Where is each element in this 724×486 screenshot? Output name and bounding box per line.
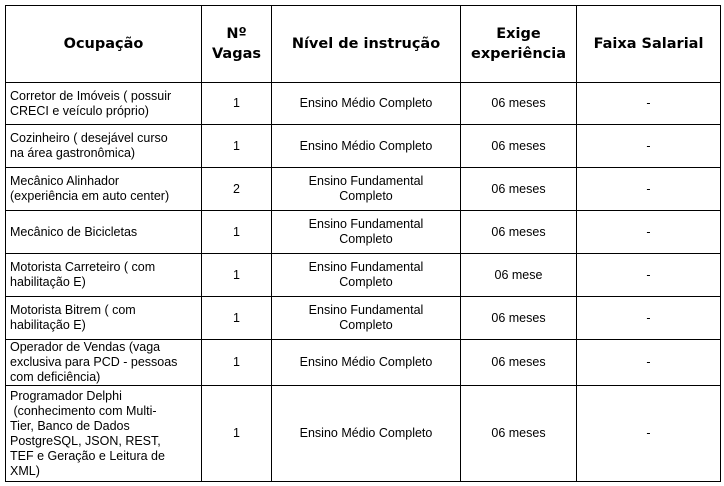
header-ocupacao: Ocupação xyxy=(6,6,202,83)
table-row xyxy=(6,254,721,297)
cell-vagas: 1 xyxy=(202,340,272,386)
cell-ocupacao: Cozinheiro ( desejável curso na área gastronômica) xyxy=(6,125,202,168)
cell-nivel: Ensino Fundamental Completo xyxy=(272,211,461,254)
cell-vagas: 1 xyxy=(202,254,272,297)
cell-salario: - xyxy=(577,254,721,297)
cell-ocupacao: Mecânico Alinhador (experiência em auto center) xyxy=(6,168,202,211)
header-vagas: Nº Vagas xyxy=(202,6,272,83)
cell-experiencia: 06 meses xyxy=(461,168,577,211)
table-row xyxy=(6,83,721,125)
cell-nivel: Ensino Fundamental Completo xyxy=(272,297,461,340)
cell-experiencia: 06 meses xyxy=(461,211,577,254)
table-row xyxy=(6,168,721,211)
cell-nivel: Ensino Médio Completo xyxy=(272,340,461,386)
cell-ocupacao: Corretor de Imóveis ( possuir CRECI e veículo próprio) xyxy=(6,83,202,125)
table-row xyxy=(6,340,721,386)
cell-nivel: Ensino Fundamental Completo xyxy=(272,168,461,211)
cell-salario: - xyxy=(577,340,721,386)
cell-salario: - xyxy=(577,211,721,254)
table-row xyxy=(6,297,721,340)
header-faixa-salarial: Faixa Salarial xyxy=(577,6,721,83)
cell-ocupacao: Operador de Vendas (vaga exclusiva para PCD - pessoas com deficiência) xyxy=(6,340,202,386)
cell-experiencia: 06 meses xyxy=(461,297,577,340)
header-nivel-instrucao: Nível de instrução xyxy=(272,6,461,83)
cell-experiencia: 06 meses xyxy=(461,386,577,482)
cell-ocupacao: Mecânico de Bicicletas xyxy=(6,211,202,254)
cell-nivel: Ensino Fundamental Completo xyxy=(272,254,461,297)
cell-experiencia: 06 mese xyxy=(461,254,577,297)
cell-salario: - xyxy=(577,297,721,340)
table-row xyxy=(6,386,721,482)
cell-experiencia: 06 meses xyxy=(461,125,577,168)
cell-vagas: 2 xyxy=(202,168,272,211)
cell-salario: - xyxy=(577,83,721,125)
cell-vagas: 1 xyxy=(202,83,272,125)
cell-nivel: Ensino Médio Completo xyxy=(272,386,461,482)
cell-experiencia: 06 meses xyxy=(461,340,577,386)
cell-experiencia: 06 meses xyxy=(461,83,577,125)
cell-vagas: 1 xyxy=(202,211,272,254)
header-row xyxy=(6,6,721,83)
cell-vagas: 1 xyxy=(202,125,272,168)
cell-salario: - xyxy=(577,386,721,482)
cell-vagas: 1 xyxy=(202,386,272,482)
table-row xyxy=(6,211,721,254)
table-row xyxy=(6,125,721,168)
cell-salario: - xyxy=(577,168,721,211)
job-vacancies-table xyxy=(5,5,721,482)
cell-ocupacao: Motorista Bitrem ( com habilitação E) xyxy=(6,297,202,340)
cell-salario: - xyxy=(577,125,721,168)
header-exige-experiencia: Exige experiência xyxy=(461,6,577,83)
cell-vagas: 1 xyxy=(202,297,272,340)
cell-nivel: Ensino Médio Completo xyxy=(272,83,461,125)
cell-ocupacao: Motorista Carreteiro ( com habilitação E) xyxy=(6,254,202,297)
cell-ocupacao: Programador Delphi (conhecimento com Multi- Tier, Banco de Dados PostgreSQL, JSON, REST, TEF e Geração e Leitura de XML) xyxy=(6,386,202,482)
cell-nivel: Ensino Médio Completo xyxy=(272,125,461,168)
